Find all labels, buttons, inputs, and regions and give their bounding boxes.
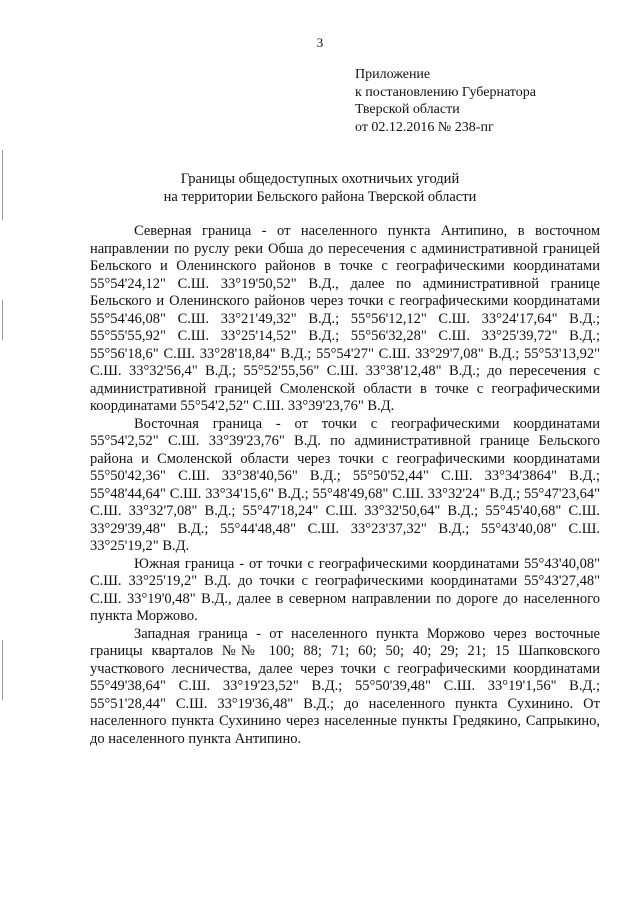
document-body — [90, 223, 600, 748]
title-line: Границы общедоступных охотничьих угодий — [180, 171, 460, 187]
paragraph-north-border: Северная граница - от населенного пункта Антипино, в восточном направлении по руслу реки Обша до пересечения с административной границей Бельского и Оленинского районов в точке с географическими координатами 55°54'24,12" С.Ш. 33°19'50,52" В.Д., далее по административной границе Бельского и Оленинского районов через точки с географическими координатами 55°54'46,08" С.Ш. 33°21'49,32" В.Д.; 55°56'12,12" С.Ш. 33°24'17,64" В.Д.; 55°55'55,92" С.Ш. 33°25'14,52" В.Д.; 55°56'32,28" С.Ш. 33°25'39,72" В.Д.; 55°56'18,6" С.Ш. 33°28'18,84" В.Д.; 55°54'27" С.Ш. 33°29'7,08" В.Д.; 55°53'13,92" С.Ш. 33°32'56,4" В.Д.; 55°52'55,56" С.Ш. 33°38'12,48" В.Д.; до пересечения с административной границей Смоленской области в точке с географическими координатами 55°54'2,52" С.Ш. 33°39'23,76" В.Д. — [90, 223, 600, 414]
paragraph-east-border: Восточная граница - от точки с географическими координатами 55°54'2,52" С.Ш. 33°39'23,76" В.Д. по административной границе Бельского района и Смоленской области через точки с географическими координатами 55°50'42,36" С.Ш. 33°38'40,56" В.Д.; 55°50'52,44" С.Ш. 33°34'3864" В.Д.; 55°48'44,64" С.Ш. 33°34'15,6" В.Д.; 55°48'49,68" С.Ш. 33°32'24" В.Д.; 55°47'23,64" С.Ш. 33°32'7,08" В.Д.; 55°47'18,24" С.Ш. 33°32'50,64" В.Д.; 55°45'40,68" С.Ш. 33°29'39,48" В.Д.; 55°44'48,48" С.Ш. 33°23'37,32" В.Д.; 55°43'40,08" С.Ш. 33°25'19,2" В.Д. — [90, 415, 600, 554]
appendix-line: Приложение — [355, 67, 431, 82]
paragraph-west-border: Западная граница - от населенного пункта Моржово через восточные границы кварталов №№ 100; 88; 71; 60; 50; 40; 29; 21; 15 Шапковского участкового лесничества, далее через точки с географическими координатами 55°49'38,64" С.Ш. 33°19'23,52" В.Д.; 55°50'39,48" С.Ш. 33°19'1,56" В.Д.; 55°51'28,44" С.Ш. 33°19'36,48" В.Д.; до населенного пункта Сухинино. От населенного пункта Сухинино через населенные пункты Гредякино, Сапрыкино, до населенного пункта Антипино. — [90, 625, 600, 747]
page-number: 3 — [316, 35, 324, 50]
appendix-line: к постановлению Губернатора — [355, 84, 536, 100]
appendix-header — [355, 66, 536, 136]
scan-edge-mark — [2, 640, 3, 700]
title-line: на территории Бельского района Тверской области — [163, 188, 477, 205]
document-title — [0, 171, 640, 206]
appendix-line: Тверской области — [355, 102, 460, 117]
appendix-line: от 02.12.2016 № 238-пг — [355, 119, 494, 135]
scan-edge-mark — [2, 300, 3, 340]
paragraph-south-border: Южная граница - от точки с географическими координатами 55°43'40,08" С.Ш. 33°25'19,2" В.Д. до точки с географическими координатами 55°43'27,48" С.Ш. 33°19'0,48" В.Д., далее в северном направлении по дороге до населенного пункта Моржово. — [90, 555, 600, 624]
